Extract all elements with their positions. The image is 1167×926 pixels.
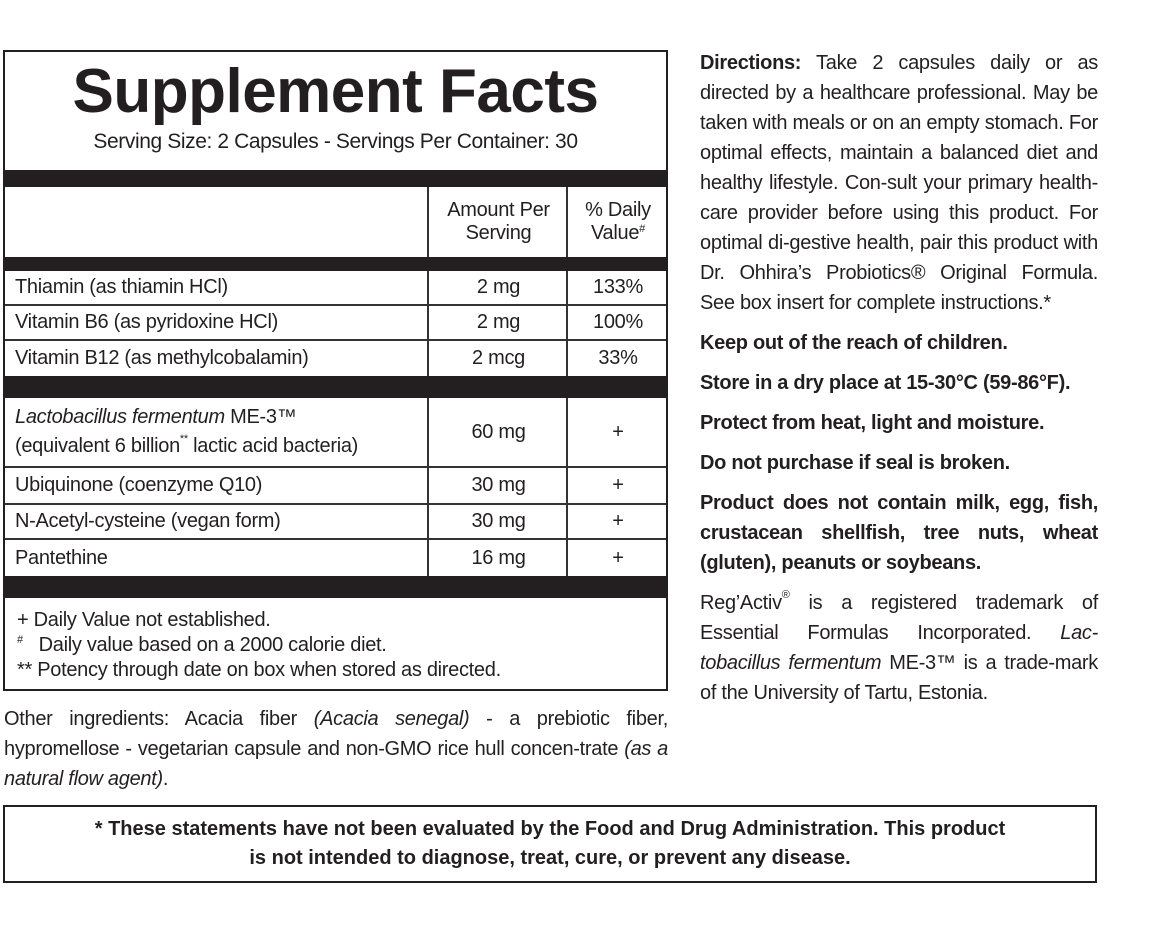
table-row: Pantethine 16 mg +: [5, 540, 666, 576]
serving-info: Serving Size: 2 Capsules - Servings Per Container: 30: [93, 130, 578, 153]
directions: Directions: Take 2 capsules daily or as directed by a healthcare professional. May be taken with meals or on an empty stomach. For optimal effects, maintain a balanced diet and healthy lifestyle. Con-sult your primary health-care provider before using this product. For optimal di-gestive health, pair this product with Dr. Ohhira’s Probiotics® Original Formula. See box insert for complete instructions.*: [700, 52, 1098, 314]
footnotes: + Daily Value not established. # Daily value based on a 2000 calorie diet. ** Potency through date on box when stored as directed.: [17, 609, 501, 681]
divider-bar: [5, 576, 666, 598]
table-row: Vitamin B6 (as pyridoxine HCl) 2 mg 100%: [5, 306, 666, 341]
table-row: Lactobacillus fermentum ME-3™ (equivalent 6 billion** lactic acid bacteria) 60 mg +: [5, 398, 666, 468]
warning: Do not purchase if seal is broken.: [700, 452, 1010, 474]
divider-bar: [5, 170, 666, 187]
warning: Protect from heat, light and moisture.: [700, 412, 1045, 434]
table-row: N-Acetyl-cysteine (vegan form) 30 mg +: [5, 505, 666, 540]
allergen-statement: Product does not contain milk, egg, fish, crustacean shellfish, tree nuts, wheat (gluten), peanuts or soybeans.: [700, 492, 1098, 574]
divider-bar: [5, 257, 666, 271]
right-column: [700, 48, 1098, 718]
warning: Keep out of the reach of children.: [700, 332, 1008, 354]
panel-title: Supplement Facts: [72, 57, 599, 126]
table-header: [5, 187, 666, 257]
fda-disclaimer: * These statements have not been evaluated by the Food and Drug Administration. This product is not intended to diagnose, treat, cure, or prevent any disease.: [3, 805, 1097, 883]
supplement-facts-panel: [3, 50, 668, 691]
warning: Store in a dry place at 15-30°C (59-86°F).: [700, 372, 1071, 394]
amount-header: Amount Per Serving: [427, 187, 568, 257]
table-row: Vitamin B12 (as methylcobalamin) 2 mcg 33%: [5, 341, 666, 376]
table-row: Thiamin (as thiamin HCl) 2 mg 133%: [5, 271, 666, 306]
divider-bar: [5, 376, 666, 398]
other-ingredients: Other ingredients: Acacia fiber (Acacia senegal) - a prebiotic fiber, hypromellose - vegetarian capsule and non-GMO rice hull concen-trate (as a natural flow agent).: [4, 708, 668, 790]
trademark-notice: Reg’Activ® is a registered trademark of Essential Formulas Incorporated. Lac-tobacillus fermentum ME-3™ is a trade-mark of the University of Tartu, Estonia.: [700, 589, 1098, 704]
dv-header: % Daily Value#: [566, 187, 668, 257]
table-row: Ubiquinone (coenzyme Q10) 30 mg +: [5, 468, 666, 505]
